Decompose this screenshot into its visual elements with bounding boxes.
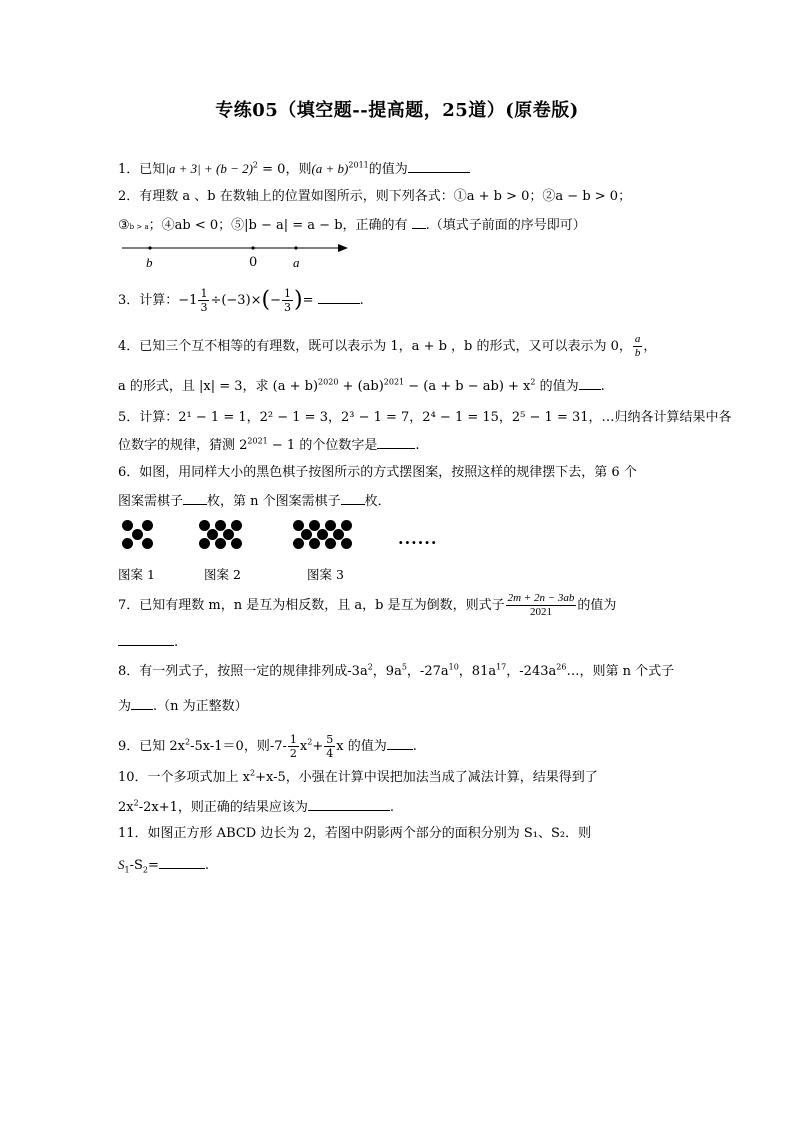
- answer-blank[interactable]: [377, 436, 415, 449]
- answer-blank[interactable]: [159, 856, 205, 869]
- answer-blank[interactable]: [183, 492, 207, 505]
- question-1: 1．已知$|a + 3| + (b - 2)^2 = 0$，则$(a + b)^{2011}$的值为: [118, 160, 470, 178]
- answer-blank[interactable]: [412, 216, 426, 229]
- question-3: 3．计算：−1 $\frac{1}{3}$ ÷(−3)×(− $\frac{1}{3}$ )= .: [118, 287, 364, 314]
- pattern-1: [122, 520, 154, 550]
- chess-piece: [231, 520, 242, 531]
- point-0: [251, 246, 254, 249]
- question-5-line-2: 位数字的规律，猜测 $2^{2021} - 1$ 的个位数字是 .: [118, 436, 420, 453]
- axis-label-a: a: [293, 255, 300, 270]
- question-11-line-2: $S_1-S_2=$ .: [118, 857, 210, 875]
- answer-blank[interactable]: [579, 377, 601, 390]
- question-4-line-2: a 的形式，且 |x| = 3，求 $(a + b)^{2020} + (ab)^{2021} - (a + b - ab) + x^2$ 的值为 .: [118, 377, 605, 394]
- question-10-line-1: 10．一个多项式加上 $x^2+x-5$，小强在计算中误把加法当成了减法计算，结果得到了: [118, 768, 598, 785]
- page-title: 专练05（填空题--提高题，25道）(原卷版): [215, 100, 579, 121]
- question-7-line-2: .: [118, 633, 178, 651]
- point-b: [148, 246, 151, 249]
- chess-piece: [231, 538, 242, 549]
- question-2-line-2: ③b > a；④ab < 0；⑤|b − a| = a − b，正确的有 .（填式子前面的序号即可）: [118, 218, 586, 233]
- question-10-line-2: $2x^2-2x+1$，则正确的结果应该为 .: [118, 798, 395, 815]
- answer-blank[interactable]: [118, 633, 174, 646]
- axis-label-0: 0: [249, 255, 258, 270]
- question-2-line-1: 2．有理数 a 、b 在数轴上的位置如图所示，则下列各式：①a + b > 0；②a − b > 0；: [118, 189, 632, 204]
- question-6-line-1: 6．如图，用同样大小的黑色棋子按图所示的方式摆图案，按照这样的规律摆下去，第 6 个: [118, 465, 637, 480]
- chess-piece: [132, 529, 143, 540]
- chess-piece: [325, 538, 336, 549]
- answer-blank[interactable]: [318, 291, 360, 304]
- question-7-line-1: 7．已知有理数 m，n 是互为相反数，且 a，b 是互为倒数，则式子 $\frac{2m + 2n - 3ab}{2021}$ 的值为: [118, 592, 617, 618]
- question-5-line-1: 5．计算：2¹ − 1 = 1，2² − 1 = 3，2³ − 1 = 7，2⁴ − 1 = 15，2⁵ − 1 = 31，…归纳各计算结果中各: [118, 410, 732, 425]
- question-9: 9．已知 $2x^2-5x-1=0$，则-7- $\frac{1}{2}$ $x^2+$ $\frac{5}{4}$ x 的值为 .: [118, 733, 417, 760]
- pattern-2: [199, 520, 243, 550]
- answer-blank[interactable]: [131, 697, 153, 710]
- pattern-3-caption: 图案 3: [307, 567, 344, 582]
- axis-label-b: b: [146, 255, 153, 270]
- axis-arrow-icon: [338, 244, 348, 252]
- answer-blank[interactable]: [308, 798, 390, 811]
- chess-piece: [293, 538, 304, 549]
- answer-blank[interactable]: [341, 492, 365, 505]
- question-11-line-1: 11．如图正方形 ABCD 边长为 2，若图中阴影两个部分的面积分别为 S₁、S₂．则: [118, 826, 592, 841]
- question-8-line-2: 为 .（n 为正整数）: [118, 699, 248, 714]
- answer-blank[interactable]: [408, 160, 470, 173]
- point-a: [294, 246, 297, 249]
- pattern-1-caption: 图案 1: [118, 567, 155, 582]
- pattern-2-caption: 图案 2: [204, 567, 241, 582]
- question-8-line-1: 8．有一列式子，按照一定的规律排列成$-3a^2$，$9a^5$，$-27a^{10}$，$81a^{17}$，$-243a^{26}\dots$，则第 n 个式子: [118, 662, 675, 679]
- chess-piece: [341, 538, 352, 549]
- chess-piece: [199, 538, 210, 549]
- chess-piece: [142, 538, 153, 549]
- question-6-line-2: 图案需棋子 枚，第 n 个图案需棋子 枚．: [118, 494, 391, 509]
- chess-piece: [309, 538, 320, 549]
- chess-piece: [215, 538, 226, 549]
- question-4-line-1: 4．已知三个互不相等的有理数，既可以表示为 1，a + b ，b 的形式，又可以表示为 0， $\frac{a}{b}$ ，: [118, 333, 657, 359]
- number-line: [118, 236, 358, 272]
- answer-blank[interactable]: [387, 737, 413, 750]
- chess-piece: [122, 520, 133, 531]
- chess-piece: [341, 520, 352, 531]
- pattern-ellipsis: ······: [398, 533, 438, 552]
- chess-piece: [142, 520, 153, 531]
- pattern-3: [293, 520, 355, 550]
- chess-piece: [122, 538, 133, 549]
